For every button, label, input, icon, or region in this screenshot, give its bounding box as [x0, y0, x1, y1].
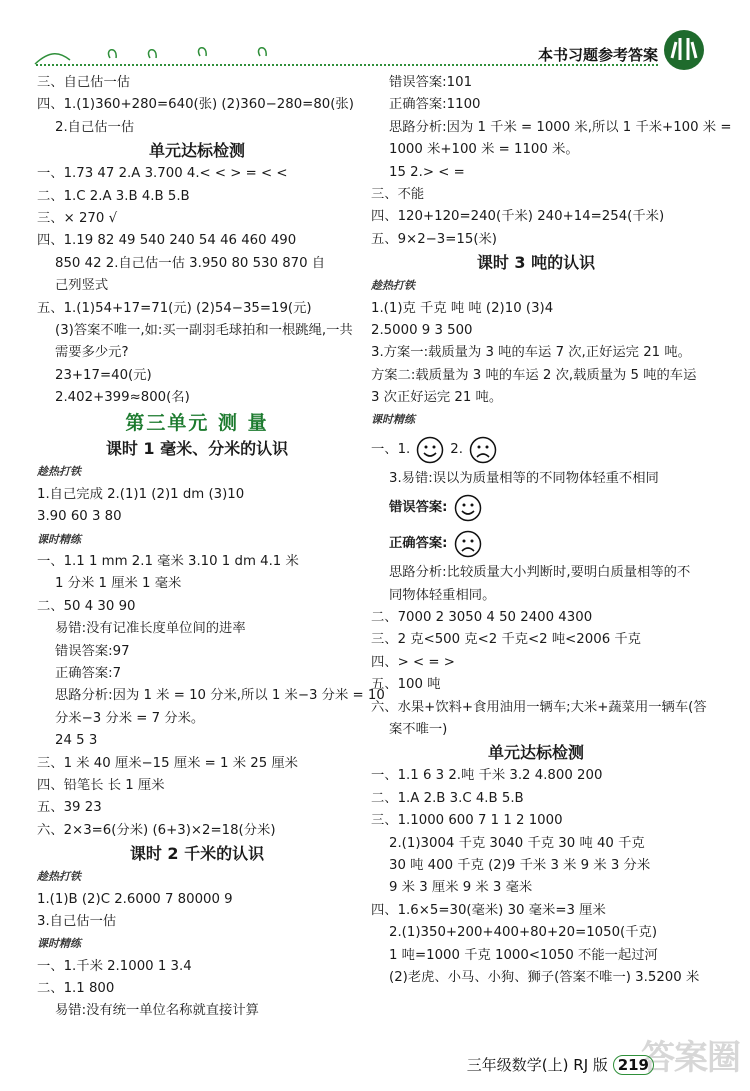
- answer-line: 2.402+399≈800(名): [55, 390, 190, 406]
- answer-line: 错误答案:97: [55, 643, 130, 659]
- sub-label: 趁热打铁: [37, 870, 81, 884]
- answer-line: 分米−3 分米 = 7 分米。: [55, 710, 205, 726]
- happy-face-icon: [454, 494, 482, 522]
- answer-line: 六、2×3=6(分米) (6+3)×2=18(分米): [37, 822, 276, 838]
- happy-face-icon: [416, 436, 444, 464]
- answer-line: 思路分析:比较质量大小判断时,要明白质量相等的不: [389, 565, 691, 581]
- answer-line: 一、1.千米 2.1000 1 3.4: [37, 958, 192, 974]
- answer-line: 三、1 米 40 厘米−15 厘米 = 1 米 25 厘米: [37, 755, 298, 771]
- answer-line: 四、铅笔长 长 1 厘米: [37, 777, 165, 793]
- answer-line: 思路分析:因为 1 米 = 10 分米,所以 1 米−3 分米 = 10: [55, 688, 385, 704]
- answer-line: 2.(1)350+200+400+80+20=1050(千克): [389, 925, 658, 941]
- answer-line: 2.(1)3004 千克 3040 千克 30 吨 40 千克: [389, 835, 645, 851]
- answer-line: 一、1.1 6 3 2.吨 千米 3.2 4.800 200: [371, 768, 603, 784]
- answer-line: 1.(1)B (2)C 2.6000 7 80000 9: [37, 891, 233, 907]
- unit-heading: 第三单元 测 量: [125, 412, 269, 435]
- answer-line: 一、1.1 1 mm 2.1 毫米 3.10 1 dm 4.1 米: [37, 554, 299, 570]
- answer-line: 四、1.19 82 49 540 240 54 46 460 490: [37, 233, 297, 249]
- page-header: [0, 0, 750, 68]
- answer-line: 3 次正好运完 21 吨。: [371, 390, 503, 406]
- sub-label: 课时精练: [371, 413, 415, 427]
- answer-line: 3.方案一:载质量为 3 吨的车运 7 次,正好运完 21 吨。: [371, 345, 691, 361]
- answer-label: 一、1.: [371, 441, 411, 457]
- sub-label: 趁热打铁: [371, 279, 415, 293]
- section-heading: 课时 1 毫米、分米的认识: [105, 439, 289, 459]
- sub-label: 趁热打铁: [37, 465, 81, 479]
- answer-line: 一、1.73 47 2.A 3.700 4.< < > = < <: [37, 166, 288, 182]
- answer-line: 1000 米+100 米 = 1100 米。: [389, 142, 579, 158]
- answer-label: 错误答案:: [389, 500, 448, 516]
- answer-line: 2.5000 9 3 500: [371, 322, 473, 338]
- answer-line: 三、自己估一估: [37, 75, 131, 90]
- face-answer-row: [371, 526, 701, 562]
- answer-line: 三、1.1000 600 7 1 1 2 1000: [371, 813, 563, 829]
- answer-line: 五、39 23: [37, 800, 102, 816]
- answer-line: 易错:没有统一单位名称就直接计算: [55, 1003, 259, 1019]
- answer-line: 正确答案:1100: [389, 97, 481, 113]
- answer-line: 3.自己估一估: [37, 913, 117, 929]
- sad-face-icon: [454, 530, 482, 558]
- answer-line: 四、> < = >: [371, 654, 455, 670]
- answer-line: 四、120+120=240(千米) 240+14=254(千米): [371, 209, 665, 225]
- footer-book: 三年级数学(上): [466, 1056, 569, 1074]
- answer-line: 六、水果+饮料+食用油用一辆车;大米+蔬菜用一辆车(答: [371, 699, 707, 715]
- answer-line: 3.易错:误以为质量相等的不同物体轻重不相同: [389, 470, 659, 486]
- face-answer-row: [371, 490, 701, 526]
- answer-line: 1 吨=1000 千克 1000<1050 不能一起过河: [389, 947, 658, 963]
- answer-line: 9 米 3 厘米 9 米 3 毫米: [389, 880, 533, 896]
- answer-line: 24 5 3: [55, 733, 98, 749]
- watermark: 答案圈: [641, 1038, 740, 1078]
- answer-line: 3.90 60 3 80: [37, 509, 122, 525]
- answer-line: 五、100 吨: [371, 677, 441, 693]
- face-answer-row: [371, 432, 701, 468]
- answer-line: 三、不能: [371, 186, 425, 202]
- section-heading: 课时 3 吨的认识: [476, 253, 596, 273]
- answer-line: 方案二:载质量为 3 吨的车运 2 次,载质量为 5 吨的车运: [371, 367, 697, 383]
- answer-line: 1.(1)克 千克 吨 吨 (2)10 (3)4: [371, 300, 554, 316]
- answer-line: 30 吨 400 千克 (2)9 千米 3 米 9 米 3 分米: [389, 857, 651, 873]
- answer-line: 1.自己完成 2.(1)1 (2)1 dm (3)10: [37, 486, 245, 502]
- sub-label: 课时精练: [37, 937, 81, 951]
- answer-line: 五、1.(1)54+17=71(元) (2)54−35=19(元): [37, 300, 312, 316]
- answer-line: 23+17=40(元): [55, 367, 152, 383]
- answer-line: 同物体轻重相同。: [389, 587, 496, 603]
- answer-label: 正确答案:: [389, 536, 448, 552]
- answer-line: 1 分米 1 厘米 1 毫米: [55, 576, 182, 592]
- answer-line: 二、50 4 30 90: [37, 598, 136, 614]
- answer-line: (3)答案不唯一,如:买一副羽毛球拍和一根跳绳,一共: [55, 322, 353, 338]
- answer-line: 思路分析:因为 1 千米 = 1000 米,所以 1 千米+100 米 =: [389, 119, 732, 135]
- answer-line: 四、1.(1)360+280=640(张) (2)360−280=80(张): [37, 97, 354, 113]
- answer-line: 二、1.A 2.B 3.C 4.B 5.B: [371, 790, 524, 806]
- answer-line: 二、7000 2 3050 4 50 2400 4300: [371, 610, 593, 626]
- answer-line: 850 42 2.自己估一估 3.950 80 530 870 自: [55, 255, 326, 271]
- answer-line: 15 2.> < =: [389, 164, 465, 180]
- answer-line: 正确答案:7: [55, 665, 122, 681]
- answer-line: 四、1.6×5=30(毫米) 30 毫米=3 厘米: [371, 902, 606, 918]
- answer-line: 2.自己估一估: [55, 119, 135, 135]
- section-heading: 单元达标检测: [487, 743, 584, 763]
- sad-face-icon: [469, 436, 497, 464]
- answer-line: 错误答案:101: [389, 75, 473, 90]
- right-column: [371, 72, 732, 989]
- answer-line: 五、9×2−3=15(米): [371, 231, 497, 247]
- answer-line: 需要多少元?: [55, 345, 129, 361]
- page-footer: [467, 1054, 654, 1075]
- section-heading: 单元达标检测: [148, 141, 245, 161]
- book-logo-icon: [662, 28, 706, 72]
- section-heading: 课时 2 千米的认识: [129, 844, 265, 864]
- page-number: 219: [613, 1055, 654, 1075]
- answer-line: 二、1.1 800: [37, 981, 115, 997]
- header-divider: [36, 64, 658, 66]
- answer-line: 己列竖式: [55, 278, 109, 294]
- answer-label: 2.: [450, 441, 463, 457]
- answer-line: 三、2 克<500 克<2 千克<2 吨<2006 千克: [371, 632, 641, 648]
- answer-line: (2)老虎、小马、小狗、狮子(答案不唯一) 3.5200 米: [389, 969, 700, 985]
- sub-label: 课时精练: [37, 532, 81, 546]
- footer-edition: RJ 版: [573, 1056, 608, 1074]
- answer-line: 三、× 270 √: [37, 210, 118, 226]
- answer-line: 二、1.C 2.A 3.B 4.B 5.B: [37, 188, 190, 204]
- answer-line: 易错:没有记准长度单位间的进率: [55, 621, 246, 637]
- header-title: 本书习题参考答案: [537, 46, 658, 64]
- answer-line: 案不唯一): [389, 721, 448, 737]
- left-column: [37, 72, 385, 1023]
